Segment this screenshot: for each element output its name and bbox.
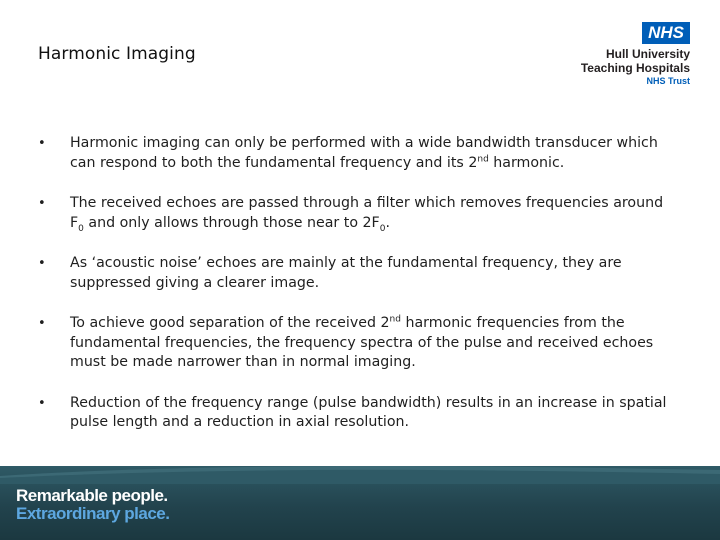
- nhs-badge: NHS: [642, 22, 690, 44]
- bullet-list: [38, 134, 678, 433]
- bullet-item: [38, 314, 678, 373]
- bullet-dot-icon: •: [38, 196, 46, 211]
- superscript: nd: [389, 314, 401, 325]
- tagline-line-2: Extraordinary place.: [16, 504, 170, 523]
- slide-title: Harmonic Imaging: [38, 44, 196, 64]
- bullet-dot-icon: •: [38, 256, 46, 271]
- bullet-item: [38, 394, 678, 433]
- footer-swoosh-shape: [0, 462, 720, 484]
- bullet-text: Harmonic imaging can only be performed with a wide bandwidth transducer which can respond to both the fundamental frequency and its 2: [70, 135, 658, 171]
- bullet-item: [38, 134, 678, 173]
- bullet-text: harmonic frequencies from the fundamental frequencies, the frequency spectra of the pulse and received echoes must be made narrower than in normal imaging.: [70, 315, 654, 370]
- bullet-text: As ‘acoustic noise’ echoes are mainly at the fundamental frequency, they are suppressed giving a clearer image.: [70, 255, 622, 291]
- footer-tagline: [16, 487, 169, 523]
- logo-line-nhs-trust: NHS Trust: [646, 76, 690, 86]
- bullet-dot-icon: •: [38, 316, 46, 331]
- logo-line-teaching-hospitals: Teaching Hospitals: [580, 61, 690, 75]
- nhs-trust-logo: [540, 22, 690, 87]
- tagline-line-1: Remarkable people.: [16, 486, 168, 505]
- bullet-dot-icon: •: [38, 395, 46, 411]
- bullet-text: The received echoes are passed through a filter which removes frequencies around F: [70, 195, 664, 231]
- logo-line-hull-university: Hull University: [605, 47, 690, 61]
- bullet-item: [38, 254, 678, 293]
- bullet-dot-icon: •: [38, 136, 46, 151]
- subscript: 0: [78, 223, 84, 234]
- bullet-item: [38, 194, 678, 233]
- bullet-text: harmonic.: [488, 154, 565, 171]
- bullet-text: and only allows through those near to 2F: [83, 214, 380, 231]
- subscript: 0: [379, 223, 386, 234]
- bullet-text: .: [385, 214, 390, 231]
- bullet-text: Reduction of the frequency range (pulse bandwidth) results in an increase in spatial pulse length and a reduction in axial resolution.: [70, 394, 667, 430]
- superscript: nd: [477, 153, 489, 164]
- bullet-text: To achieve good separation of the received 2: [70, 315, 390, 331]
